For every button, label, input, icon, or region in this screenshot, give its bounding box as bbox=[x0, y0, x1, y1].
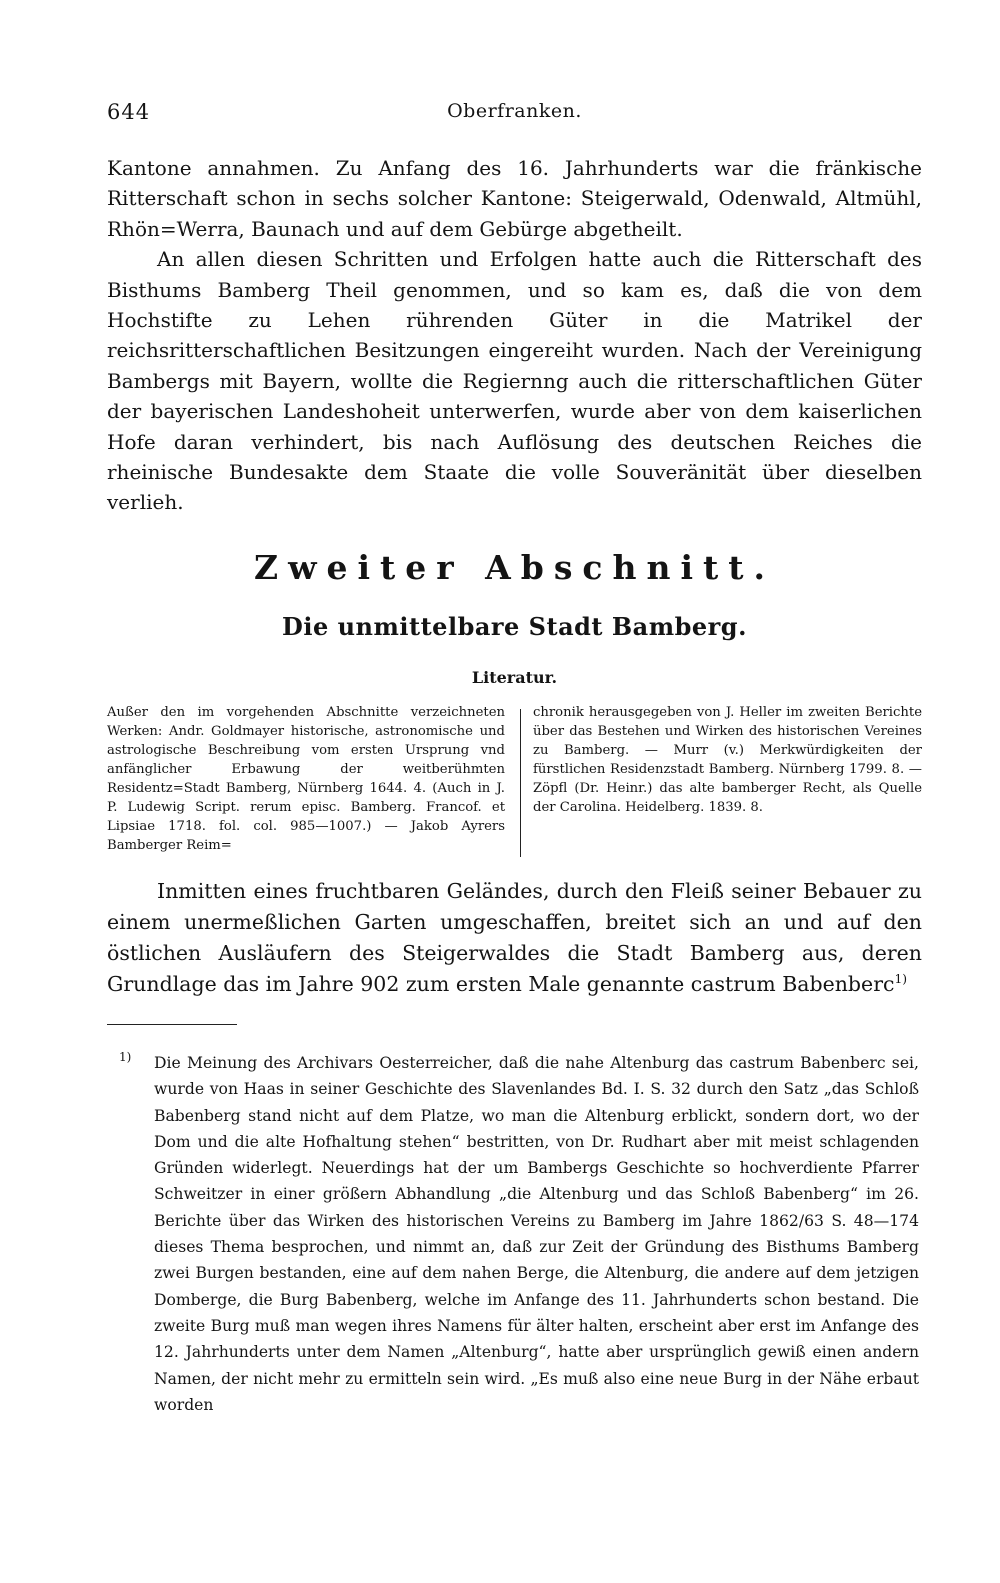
section-heading: Zweiter Abschnitt. bbox=[254, 548, 775, 587]
footnote-separator bbox=[107, 1024, 237, 1025]
main-paragraph-text bbox=[107, 876, 922, 1000]
footnote-reference: 1) bbox=[894, 972, 908, 987]
main-paragraph-body: Inmitten eines fruchtbaren Geländes, durch den Fleiß seiner Bebauer zu einem unermeßlichen Garten umgeschaffen, breitet sich an und auf den östlichen Ausläufern des Steigerwaldes die Stadt Bamberg aus, deren Grundlage das im Jahre 902 zum ersten Male genannte castrum Babenberc bbox=[107, 879, 922, 996]
literature-left-column: Außer den im vorgehenden Abschnitte verzeichneten Werken: Andr. Goldmayer historische, astronomische und astrologische Beschreibung vom ersten Ursprung vnd anfänglicher Erbawung der weitberühmten Residentz=Stadt Bamberg, Nürnberg 1644. 4. (Auch in J. P. Ludewig Script. rerum episc. Bamberg. Francof. et Lipsiae 1718. fol. col. 985—1007.) — Jakob Ayrers Bamberger Reim= bbox=[107, 705, 505, 853]
page-header bbox=[107, 100, 922, 132]
paragraph-line-block-2: An allen diesen Schritten und Erfolgen hatte auch die Ritterschaft des Bisthums Bamberg Theil genommen, und so kam es, daß die von dem Hochstifte zu Lehen rührenden Güter in die Matrikel der reichsritterschaftlichen Besitzungen eingereiht wurden. Nach der Vereinigung Bambergs mit Bayern, wollte die Regiernng auch die ritterschaftlichen Güter der bayerischen Landeshoheit unterwerfen, wurde aber von dem kaiserlichen Hofe daran verhindert, bis nach Auflösung des deutschen Reiches die rheinische Bundesakte dem Staate die volle Souveränität über dieselben verlieh. bbox=[107, 247, 922, 515]
literature-right-column: chronik herausgegeben von J. Heller im zweiten Berichte über das Bestehen und Wirken des historischen Vereines zu Bamberg. — Murr (v.) Merkwürdigkeiten der fürstlichen Residenzstadt Bamberg. Nürnberg 1799. 8. — Zöpfl (Dr. Heinr.) das alte bamberger Recht, als Quelle der Carolina. Heidelberg. 1839. 8. bbox=[533, 705, 922, 815]
section-title: Die unmittelbare Stadt Bamberg. bbox=[282, 612, 747, 641]
footnote-mark: 1) bbox=[119, 1050, 132, 1064]
page-number: 644 bbox=[107, 100, 151, 124]
footnote bbox=[119, 1050, 919, 1418]
paragraph-line-block-1: Kantone annahmen. Zu Anfang des 16. Jahrhunderts war die fränkische Ritterschaft schon in sechs solcher Kantone: Steigerwald, Odenwald, Altmühl, Rhön=Werra, Baunach und auf dem Gebürge abgetheilt. bbox=[107, 156, 922, 241]
running-head: Oberfranken. bbox=[447, 100, 582, 122]
literature-columns bbox=[107, 703, 922, 859]
footnote-text: Die Meinung des Archivars Oesterreicher, daß die nahe Altenburg das castrum Babenberc sei, wurde von Haas in seiner Geschichte des Slavenlandes Bd. I. S. 32 durch den Satz „das Schloß Babenberg stand nicht auf dem Platze, wo man die Altenburg erblickt, sondern dort, wo der Dom und die alte Hofhaltung stehen“ bestritten, von Dr. Rudhart aber mit meist schlagenden Gründen widerlegt. Neuerdings hat der um Bambergs Geschichte so hochverdiente Pfarrer Schweitzer in einer größern Abhandlung „die Altenburg und das Schloß Babenberg“ im 26. Berichte über das Wirken des historischen Vereins zu Bamberg im Jahre 1862/63 S. 48—174 dieses Thema besprochen, und nimmt an, daß zur Zeit der Gründung des Bisthums Bamberg zwei Burgen bestanden, eine auf dem nahen Berge, die Altenburg, die andere auf dem jetzigen Domberge, die Burg Babenberg, welche im Anfange des 11. Jahrhunderts schon bestand. Die zweite Burg muß man wegen ihres Namens für älter halten, erscheint aber erst im Anfange des 12. Jahrhunderts unter dem Namen „Altenburg“, hatte aber ursprünglich gewiß einen andern Namen, der nicht mehr zu ermitteln sein wird. „Es muß also eine neue Burg in der Nähe erbaut worden bbox=[154, 1054, 919, 1414]
literature-heading: Literatur. bbox=[471, 668, 558, 687]
column-divider bbox=[520, 709, 521, 857]
continuation-paragraph bbox=[107, 153, 922, 518]
main-paragraph bbox=[107, 876, 922, 1000]
